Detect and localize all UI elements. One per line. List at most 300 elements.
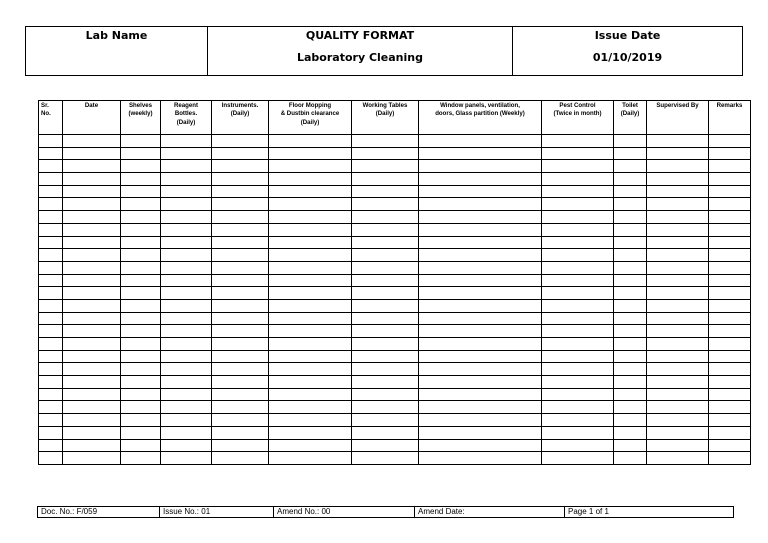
table-cell[interactable] (352, 414, 419, 427)
table-cell[interactable] (63, 211, 121, 224)
table-cell[interactable] (614, 236, 647, 249)
table-cell[interactable] (121, 414, 161, 427)
table-cell[interactable] (352, 325, 419, 338)
table-cell[interactable] (419, 160, 542, 173)
table-cell[interactable] (352, 312, 419, 325)
table-cell[interactable] (419, 388, 542, 401)
table-cell[interactable] (39, 223, 63, 236)
table-cell[interactable] (419, 223, 542, 236)
table-cell[interactable] (419, 274, 542, 287)
table-cell[interactable] (614, 452, 647, 465)
table-cell[interactable] (709, 338, 751, 351)
table-cell[interactable] (63, 173, 121, 186)
table-cell[interactable] (63, 363, 121, 376)
table-cell[interactable] (63, 376, 121, 389)
table-cell[interactable] (161, 414, 212, 427)
table-cell[interactable] (269, 185, 352, 198)
table-cell[interactable] (614, 211, 647, 224)
table-cell[interactable] (352, 160, 419, 173)
table-cell[interactable] (212, 388, 269, 401)
table-cell[interactable] (212, 363, 269, 376)
table-cell[interactable] (39, 452, 63, 465)
table-cell[interactable] (647, 185, 709, 198)
table-cell[interactable] (647, 401, 709, 414)
table-cell[interactable] (63, 439, 121, 452)
table-cell[interactable] (542, 376, 614, 389)
table-cell[interactable] (647, 414, 709, 427)
table-cell[interactable] (647, 274, 709, 287)
table-cell[interactable] (709, 274, 751, 287)
table-cell[interactable] (39, 274, 63, 287)
table-cell[interactable] (212, 135, 269, 148)
table-cell[interactable] (212, 350, 269, 363)
table-cell[interactable] (709, 376, 751, 389)
table-cell[interactable] (212, 147, 269, 160)
table-cell[interactable] (647, 299, 709, 312)
table-cell[interactable] (709, 312, 751, 325)
table-cell[interactable] (542, 160, 614, 173)
table-cell[interactable] (269, 173, 352, 186)
table-cell[interactable] (63, 325, 121, 338)
table-cell[interactable] (269, 299, 352, 312)
table-cell[interactable] (39, 388, 63, 401)
table-cell[interactable] (39, 401, 63, 414)
table-cell[interactable] (269, 388, 352, 401)
table-cell[interactable] (121, 223, 161, 236)
table-cell[interactable] (419, 198, 542, 211)
table-cell[interactable] (647, 135, 709, 148)
table-cell[interactable] (269, 363, 352, 376)
table-cell[interactable] (542, 299, 614, 312)
table-cell[interactable] (269, 261, 352, 274)
table-cell[interactable] (709, 388, 751, 401)
table-cell[interactable] (542, 401, 614, 414)
table-cell[interactable] (542, 135, 614, 148)
table-cell[interactable] (63, 274, 121, 287)
table-cell[interactable] (269, 452, 352, 465)
table-cell[interactable] (161, 401, 212, 414)
table-cell[interactable] (212, 312, 269, 325)
table-cell[interactable] (161, 363, 212, 376)
table-cell[interactable] (352, 376, 419, 389)
table-cell[interactable] (63, 414, 121, 427)
table-cell[interactable] (614, 185, 647, 198)
table-cell[interactable] (614, 223, 647, 236)
table-cell[interactable] (269, 426, 352, 439)
table-cell[interactable] (614, 363, 647, 376)
table-cell[interactable] (161, 135, 212, 148)
table-cell[interactable] (352, 287, 419, 300)
table-cell[interactable] (419, 312, 542, 325)
table-cell[interactable] (352, 274, 419, 287)
table-cell[interactable] (161, 376, 212, 389)
table-cell[interactable] (542, 363, 614, 376)
table-cell[interactable] (63, 147, 121, 160)
table-cell[interactable] (419, 376, 542, 389)
table-cell[interactable] (647, 376, 709, 389)
table-cell[interactable] (63, 261, 121, 274)
table-cell[interactable] (63, 426, 121, 439)
table-cell[interactable] (212, 452, 269, 465)
table-cell[interactable] (647, 211, 709, 224)
table-cell[interactable] (352, 236, 419, 249)
table-cell[interactable] (647, 249, 709, 262)
table-cell[interactable] (121, 261, 161, 274)
table-cell[interactable] (614, 261, 647, 274)
table-cell[interactable] (161, 388, 212, 401)
table-cell[interactable] (121, 452, 161, 465)
table-cell[interactable] (212, 211, 269, 224)
table-cell[interactable] (709, 439, 751, 452)
table-cell[interactable] (212, 261, 269, 274)
table-cell[interactable] (352, 198, 419, 211)
table-cell[interactable] (161, 312, 212, 325)
table-cell[interactable] (419, 452, 542, 465)
table-cell[interactable] (709, 299, 751, 312)
table-cell[interactable] (709, 287, 751, 300)
table-cell[interactable] (161, 185, 212, 198)
table-cell[interactable] (39, 325, 63, 338)
table-cell[interactable] (212, 173, 269, 186)
table-cell[interactable] (269, 236, 352, 249)
table-cell[interactable] (709, 223, 751, 236)
table-cell[interactable] (269, 135, 352, 148)
table-cell[interactable] (352, 452, 419, 465)
table-cell[interactable] (161, 261, 212, 274)
table-cell[interactable] (614, 299, 647, 312)
table-cell[interactable] (614, 160, 647, 173)
table-cell[interactable] (269, 376, 352, 389)
table-cell[interactable] (542, 261, 614, 274)
table-cell[interactable] (269, 160, 352, 173)
table-cell[interactable] (542, 249, 614, 262)
table-cell[interactable] (39, 426, 63, 439)
table-cell[interactable] (352, 350, 419, 363)
table-cell[interactable] (269, 338, 352, 351)
table-cell[interactable] (419, 426, 542, 439)
table-cell[interactable] (63, 388, 121, 401)
table-cell[interactable] (709, 249, 751, 262)
table-cell[interactable] (647, 236, 709, 249)
table-cell[interactable] (161, 160, 212, 173)
table-cell[interactable] (269, 223, 352, 236)
table-cell[interactable] (121, 363, 161, 376)
table-cell[interactable] (419, 439, 542, 452)
table-cell[interactable] (161, 287, 212, 300)
table-cell[interactable] (212, 338, 269, 351)
table-cell[interactable] (542, 312, 614, 325)
table-cell[interactable] (39, 376, 63, 389)
table-cell[interactable] (419, 261, 542, 274)
table-cell[interactable] (709, 198, 751, 211)
table-cell[interactable] (709, 401, 751, 414)
table-cell[interactable] (709, 160, 751, 173)
table-cell[interactable] (419, 135, 542, 148)
table-cell[interactable] (647, 312, 709, 325)
table-cell[interactable] (614, 414, 647, 427)
table-cell[interactable] (161, 452, 212, 465)
table-cell[interactable] (419, 249, 542, 262)
table-cell[interactable] (269, 401, 352, 414)
table-cell[interactable] (63, 160, 121, 173)
table-cell[interactable] (121, 439, 161, 452)
table-cell[interactable] (212, 376, 269, 389)
table-cell[interactable] (542, 198, 614, 211)
table-cell[interactable] (269, 439, 352, 452)
table-cell[interactable] (542, 236, 614, 249)
table-cell[interactable] (542, 452, 614, 465)
table-cell[interactable] (542, 414, 614, 427)
table-cell[interactable] (121, 211, 161, 224)
table-cell[interactable] (63, 198, 121, 211)
table-cell[interactable] (212, 426, 269, 439)
table-cell[interactable] (121, 198, 161, 211)
table-cell[interactable] (39, 261, 63, 274)
table-cell[interactable] (709, 173, 751, 186)
table-cell[interactable] (647, 388, 709, 401)
table-cell[interactable] (709, 414, 751, 427)
table-cell[interactable] (647, 198, 709, 211)
table-cell[interactable] (269, 350, 352, 363)
table-cell[interactable] (161, 249, 212, 262)
table-cell[interactable] (419, 147, 542, 160)
table-cell[interactable] (63, 350, 121, 363)
table-cell[interactable] (709, 325, 751, 338)
table-cell[interactable] (121, 287, 161, 300)
table-cell[interactable] (352, 426, 419, 439)
table-cell[interactable] (614, 439, 647, 452)
table-cell[interactable] (212, 325, 269, 338)
table-cell[interactable] (39, 211, 63, 224)
table-cell[interactable] (121, 173, 161, 186)
table-cell[interactable] (212, 414, 269, 427)
table-cell[interactable] (709, 147, 751, 160)
table-cell[interactable] (647, 350, 709, 363)
table-cell[interactable] (39, 185, 63, 198)
table-cell[interactable] (39, 135, 63, 148)
table-cell[interactable] (542, 388, 614, 401)
table-cell[interactable] (39, 363, 63, 376)
table-cell[interactable] (542, 185, 614, 198)
table-cell[interactable] (39, 299, 63, 312)
table-cell[interactable] (709, 261, 751, 274)
table-cell[interactable] (542, 287, 614, 300)
table-cell[interactable] (161, 325, 212, 338)
table-cell[interactable] (419, 299, 542, 312)
table-cell[interactable] (352, 147, 419, 160)
table-cell[interactable] (39, 147, 63, 160)
table-cell[interactable] (647, 261, 709, 274)
table-cell[interactable] (63, 299, 121, 312)
table-cell[interactable] (121, 299, 161, 312)
table-cell[interactable] (647, 287, 709, 300)
table-cell[interactable] (63, 338, 121, 351)
table-cell[interactable] (419, 173, 542, 186)
table-cell[interactable] (63, 401, 121, 414)
table-cell[interactable] (419, 363, 542, 376)
table-cell[interactable] (352, 363, 419, 376)
table-cell[interactable] (419, 211, 542, 224)
table-cell[interactable] (121, 160, 161, 173)
table-cell[interactable] (352, 135, 419, 148)
table-cell[interactable] (121, 401, 161, 414)
table-cell[interactable] (63, 135, 121, 148)
table-cell[interactable] (121, 147, 161, 160)
table-cell[interactable] (212, 236, 269, 249)
table-cell[interactable] (121, 185, 161, 198)
table-cell[interactable] (647, 426, 709, 439)
table-cell[interactable] (212, 198, 269, 211)
table-cell[interactable] (614, 426, 647, 439)
table-cell[interactable] (161, 439, 212, 452)
table-cell[interactable] (212, 249, 269, 262)
table-cell[interactable] (352, 185, 419, 198)
table-cell[interactable] (614, 388, 647, 401)
table-cell[interactable] (542, 274, 614, 287)
table-cell[interactable] (647, 160, 709, 173)
table-cell[interactable] (352, 388, 419, 401)
table-cell[interactable] (647, 338, 709, 351)
table-cell[interactable] (39, 439, 63, 452)
table-cell[interactable] (352, 299, 419, 312)
table-cell[interactable] (161, 338, 212, 351)
table-cell[interactable] (121, 325, 161, 338)
table-cell[interactable] (161, 211, 212, 224)
table-cell[interactable] (269, 312, 352, 325)
table-cell[interactable] (121, 249, 161, 262)
table-cell[interactable] (212, 185, 269, 198)
table-cell[interactable] (352, 401, 419, 414)
table-cell[interactable] (39, 350, 63, 363)
table-cell[interactable] (161, 236, 212, 249)
table-cell[interactable] (121, 236, 161, 249)
table-cell[interactable] (269, 198, 352, 211)
table-cell[interactable] (419, 401, 542, 414)
table-cell[interactable] (647, 325, 709, 338)
table-cell[interactable] (39, 236, 63, 249)
table-cell[interactable] (121, 312, 161, 325)
table-cell[interactable] (63, 452, 121, 465)
table-cell[interactable] (352, 439, 419, 452)
table-cell[interactable] (709, 185, 751, 198)
table-cell[interactable] (709, 452, 751, 465)
table-cell[interactable] (39, 338, 63, 351)
table-cell[interactable] (419, 185, 542, 198)
table-cell[interactable] (269, 287, 352, 300)
table-cell[interactable] (709, 350, 751, 363)
table-cell[interactable] (614, 350, 647, 363)
table-cell[interactable] (161, 173, 212, 186)
table-cell[interactable] (39, 414, 63, 427)
table-cell[interactable] (614, 287, 647, 300)
table-cell[interactable] (121, 338, 161, 351)
table-cell[interactable] (709, 363, 751, 376)
table-cell[interactable] (121, 274, 161, 287)
table-cell[interactable] (614, 401, 647, 414)
table-cell[interactable] (614, 325, 647, 338)
table-cell[interactable] (63, 236, 121, 249)
table-cell[interactable] (269, 414, 352, 427)
table-cell[interactable] (269, 249, 352, 262)
table-cell[interactable] (212, 401, 269, 414)
table-cell[interactable] (542, 426, 614, 439)
table-cell[interactable] (161, 299, 212, 312)
table-cell[interactable] (161, 198, 212, 211)
table-cell[interactable] (212, 274, 269, 287)
table-cell[interactable] (161, 223, 212, 236)
table-cell[interactable] (161, 274, 212, 287)
table-cell[interactable] (419, 350, 542, 363)
table-cell[interactable] (63, 223, 121, 236)
table-cell[interactable] (212, 223, 269, 236)
table-cell[interactable] (63, 312, 121, 325)
table-cell[interactable] (352, 211, 419, 224)
table-cell[interactable] (542, 439, 614, 452)
table-cell[interactable] (614, 274, 647, 287)
table-cell[interactable] (121, 388, 161, 401)
table-cell[interactable] (709, 236, 751, 249)
table-cell[interactable] (212, 160, 269, 173)
table-cell[interactable] (614, 173, 647, 186)
table-cell[interactable] (614, 338, 647, 351)
table-cell[interactable] (647, 452, 709, 465)
table-cell[interactable] (63, 249, 121, 262)
table-cell[interactable] (709, 135, 751, 148)
table-cell[interactable] (121, 376, 161, 389)
table-cell[interactable] (709, 426, 751, 439)
table-cell[interactable] (269, 325, 352, 338)
table-cell[interactable] (419, 236, 542, 249)
table-cell[interactable] (614, 135, 647, 148)
table-cell[interactable] (647, 363, 709, 376)
table-cell[interactable] (39, 198, 63, 211)
table-cell[interactable] (352, 338, 419, 351)
table-cell[interactable] (212, 287, 269, 300)
table-cell[interactable] (39, 173, 63, 186)
table-cell[interactable] (269, 147, 352, 160)
table-cell[interactable] (614, 147, 647, 160)
table-cell[interactable] (542, 325, 614, 338)
table-cell[interactable] (39, 249, 63, 262)
table-cell[interactable] (542, 211, 614, 224)
table-cell[interactable] (419, 325, 542, 338)
table-cell[interactable] (121, 426, 161, 439)
table-cell[interactable] (542, 350, 614, 363)
table-cell[interactable] (212, 439, 269, 452)
table-cell[interactable] (542, 173, 614, 186)
table-cell[interactable] (647, 223, 709, 236)
table-cell[interactable] (542, 338, 614, 351)
table-cell[interactable] (542, 147, 614, 160)
table-cell[interactable] (63, 185, 121, 198)
table-cell[interactable] (352, 249, 419, 262)
table-cell[interactable] (614, 312, 647, 325)
table-cell[interactable] (614, 376, 647, 389)
table-cell[interactable] (352, 261, 419, 274)
table-cell[interactable] (121, 135, 161, 148)
table-cell[interactable] (39, 160, 63, 173)
table-cell[interactable] (647, 173, 709, 186)
table-cell[interactable] (614, 198, 647, 211)
table-cell[interactable] (709, 211, 751, 224)
table-cell[interactable] (419, 287, 542, 300)
table-cell[interactable] (647, 439, 709, 452)
table-cell[interactable] (161, 350, 212, 363)
table-cell[interactable] (419, 414, 542, 427)
table-cell[interactable] (614, 249, 647, 262)
table-cell[interactable] (269, 211, 352, 224)
table-cell[interactable] (542, 223, 614, 236)
